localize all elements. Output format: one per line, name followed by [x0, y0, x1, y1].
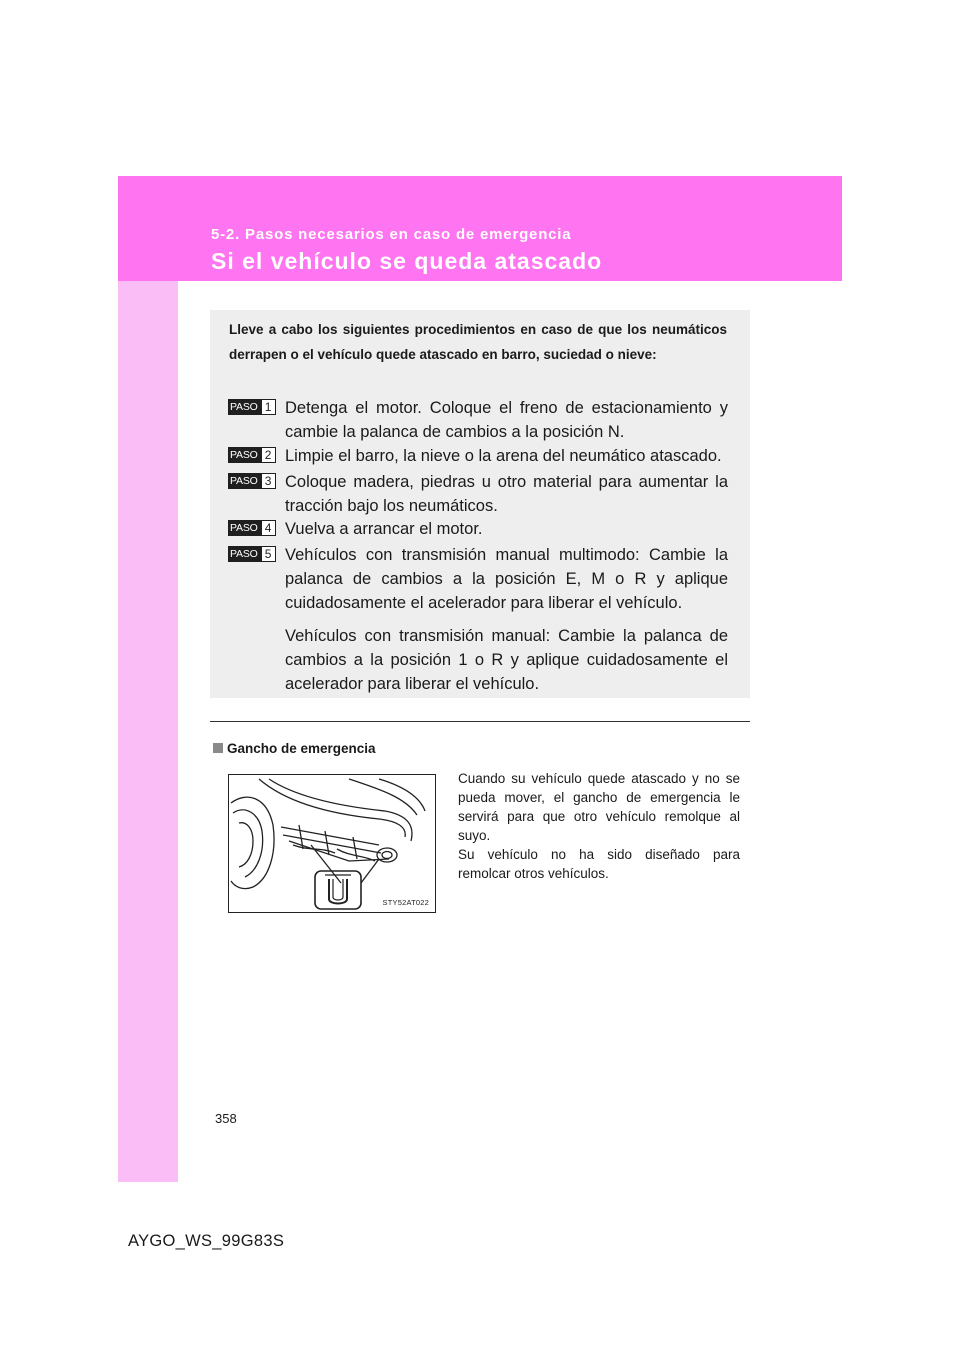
step-number: 2 — [261, 447, 276, 463]
step-number: 5 — [261, 546, 276, 562]
step-word: PASO — [228, 447, 261, 463]
step-number: 4 — [261, 520, 276, 536]
procedure-intro: Lleve a cabo los siguientes procedimientos en caso de que los neumáticos derrapen o el vehículo quede atascado en barro, suciedad o nieve: — [229, 322, 727, 362]
step-word: PASO — [228, 520, 261, 536]
step-word: PASO — [228, 473, 261, 489]
step-text: Limpie el barro, la nieve o la arena del neumático atascado. — [285, 447, 722, 465]
step-text: Vuelva a arrancar el motor. — [285, 520, 483, 538]
subsection-heading — [213, 741, 376, 756]
step-badge — [228, 447, 276, 463]
subsection-heading-text: Gancho de emergencia — [227, 741, 376, 756]
step-word: PASO — [228, 399, 261, 415]
figure-code: STY52AT022 — [382, 898, 429, 907]
step-2 — [228, 444, 728, 468]
step-text: Coloque madera, piedras u otro material para aumentar la tracción bajo los neumáticos. — [285, 473, 728, 515]
step-badge — [228, 520, 276, 536]
square-bullet-icon — [213, 743, 223, 753]
step-text-extra: Vehículos con transmisión manual: Cambie la palanca de cambios a la posición 1 o R y aplique cuidadosamente el acelerador para liberar el vehículo. — [285, 627, 728, 693]
document-code: AYGO_WS_99G83S — [128, 1232, 285, 1250]
step-3 — [228, 470, 728, 518]
step-badge — [228, 473, 276, 489]
step-number: 3 — [261, 473, 276, 489]
emergency-hook-text-2: Su vehículo no ha sido diseñado para remolcar otros vehículos. — [458, 847, 740, 881]
emergency-hook-note — [458, 769, 740, 883]
emergency-hook-text: Cuando su vehículo quede atascado y no se pueda mover, el gancho de emergencia le servirá para que otro vehículo remolque al suyo. — [458, 771, 740, 843]
step-word: PASO — [228, 546, 261, 562]
step-text: Detenga el motor. Coloque el freno de estacionamiento y cambie la palanca de cambios a la posición N. — [285, 399, 728, 441]
side-band — [118, 176, 178, 1182]
page-title: Si el vehículo se queda atascado — [211, 248, 603, 274]
step-number: 1 — [261, 399, 276, 415]
page-number: 358 — [215, 1111, 237, 1126]
step-badge — [228, 399, 276, 415]
section-label: 5-2. Pasos necesarios en caso de emergencia — [211, 226, 572, 243]
step-badge — [228, 546, 276, 562]
section-divider — [210, 721, 750, 722]
step-text: Vehículos con transmisión manual multimodo: Cambie la palanca de cambios a la posición E, M o R y aplique cuidadosamente el acelerador para liberar el vehículo. — [285, 546, 728, 612]
step-4 — [228, 517, 728, 541]
step-5 — [228, 543, 728, 696]
step-1 — [228, 396, 728, 444]
emergency-hook-figure — [228, 774, 436, 913]
car-underside-illustration — [229, 775, 435, 912]
